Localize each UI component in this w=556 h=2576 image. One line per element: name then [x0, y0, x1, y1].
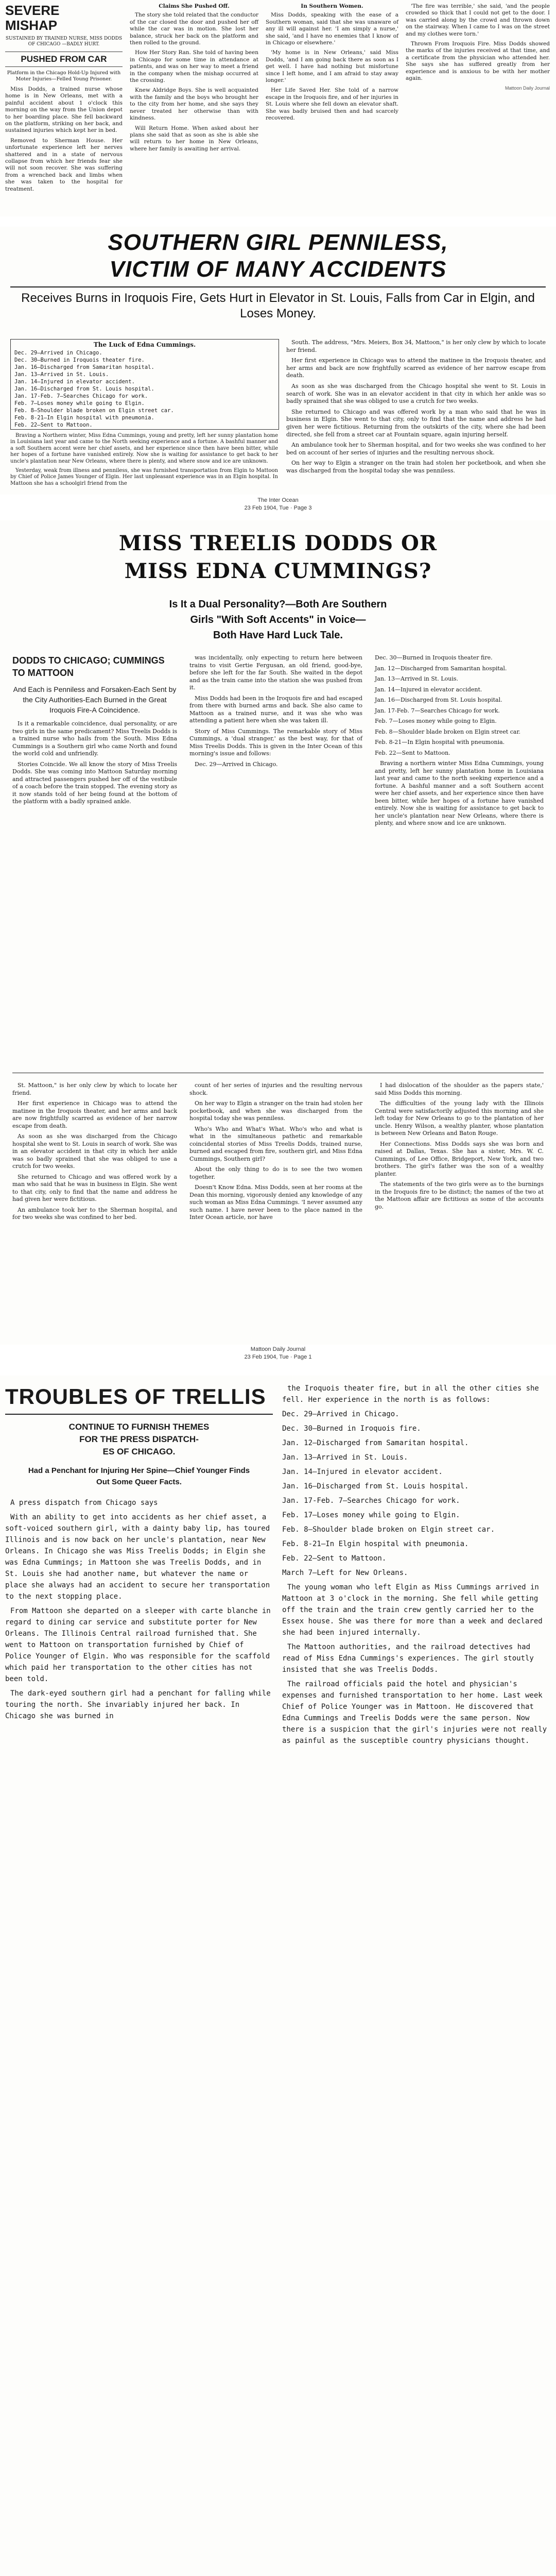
clip1-paragraph: Thrown From Iroquois Fire. Miss Dodds showed the marks of the injuries received at that time, and a certificate from the physician who attended her. She says she has suffered greatly from her experience and is anxious to be with her mother again.: [406, 41, 550, 82]
clip3-column-3: [375, 654, 544, 831]
clip3-lower-column-2: [189, 1082, 362, 1225]
clip3-column-2: [189, 654, 362, 771]
clip3-paragraph: Dec. 30—Burned in Iroquois theater fire.: [375, 654, 493, 661]
clip1-paragraph: Removed to Sherman House. Her unfortunate experience left her nerves shattered and in a state of nervous collapse from which her friends fear she will not soon recover. She was suffering from a wrenched back and limbs when she was taken to the hospital for treatment.: [5, 137, 123, 192]
clip4-paragraph: Jan. 14—Injured in elevator accident.: [282, 1468, 443, 1476]
clip4-paragraph: From Mattoon she departed on a sleeper with carte blanche in regard to dining car service and substitute porter for New Orleans. The Illinois Central railroad furnished that. She went to Mattoon on transportation furnished by Chief of Police Younger of Elgin. Who was responsible for the scaffold which paid her transportation to the other cities has not been told.: [5, 1607, 271, 1683]
clipping-dodds-or-cummings: [0, 520, 556, 1345]
clip1-column-2: [130, 3, 258, 156]
clip3-paragraph: Jan. 14—Injured in elevator accident.: [375, 686, 482, 693]
clip3-deck-line-2: Girls "With Soft Accents" in Voice—: [190, 614, 366, 625]
clip2-caption: [0, 497, 556, 512]
luck-item: Jan. 16—Discharged from Samaritan hospital.: [14, 364, 154, 370]
clip3-paragraph: The statements of the two girls were as to the burnings in the Iroquois fire to be distinct; the names of the two at the Mattoon affair are fictitious as some of the accounts go.: [375, 1181, 544, 1210]
clip4-paragraph: A press dispatch from Chicago says: [10, 1499, 158, 1507]
luck-item: Feb. 7—Loses money while going to Elgin.: [14, 400, 145, 406]
clip1-subhead: Claims She Pushed Off.: [159, 3, 230, 9]
clip3-paragraph: Jan. 13—Arrived in St. Louis.: [375, 675, 459, 682]
clip2-paragraph: She returned to Chicago and was offered work by a man who said that he was in business in Elgin. She went to that city, only to find that the name and address he had given her were fictitious. Returning from the outskirts of the city, where she had been directed, she fell from a street car at Fountain square, again injuring herself.: [286, 408, 546, 438]
clip2-paragraph: Yesterday, weak from illness and penniless, she was furnished transportation from Elgin to Mattoon by Chief of Police James Younger of Elgin. Her last unpleasant experience was in an Elgin hospital. In Mattoon she has a schoolgirl friend from the: [10, 468, 278, 486]
clip1-paragraph: 'The fire was terrible,' she said, 'and the people crowded so thick that I could not get to the door. I was carried along by the crowd and thrown down on the stairway. When I came to I was on the street and my clothes were torn.': [406, 3, 550, 37]
clip2-paragraph: As soon as she was discharged from the Chicago hospital she went to St. Louis in search of work. She was in an elevator accident in that city in which her ankle was so badly sprained that she was obliged to use a crutch for two weeks.: [286, 382, 546, 405]
clip3-headline-line-1: MISS TREELIS DODDS OR: [118, 531, 438, 555]
clip3-paragraph: Feb. 7—Loses money while going to Elgin.: [375, 718, 497, 724]
luck-item: Dec. 29—Arrived in Chicago.: [14, 350, 102, 356]
clip3-paragraph: Feb. 8-21—In Elgin hospital with pneumonia.: [375, 739, 505, 745]
clip1-deck: SUSTAINED BY TRAINED NURSE, MISS DODDS OF CHICAGO —BADLY HURT.: [5, 36, 123, 47]
luck-item: Jan. 17-Feb. 7—Searches Chicago for work.: [14, 393, 148, 399]
clip3-caption-date: 23 Feb 1904, Tue · Page 1: [244, 1354, 312, 1360]
clip3-paragraph: About the only thing to do is to see the two women together.: [189, 1166, 362, 1180]
clip1-headline-severe: SEVERE: [5, 3, 60, 18]
clip4-paragraph: The railroad officials paid the hotel and physician's expenses and furnished transportation to her home. Last week Chief of Police Younger was in Mattoon. He discovered that Edna Cummings and Treelis Dodds were the same person. Now there is a suspicion that the girl's injuries were not really as painful as the susceptible country physicians thought.: [282, 1680, 547, 1745]
clip1-headline-mishap: MISHAP: [5, 18, 58, 33]
luck-item: Dec. 30—Burned in Iroquois theater fire.: [14, 357, 145, 363]
clip4-paragraph: Jan. 17-Feb. 7—Searches Chicago for work.: [282, 1497, 460, 1505]
clip3-paragraph: Jan. 16—Discharged from St. Louis hospital.: [375, 697, 502, 703]
clip1-column-3: [266, 3, 398, 125]
clip1-paragraph: The story she told related that the conductor of the car closed the door and pushed her off while the car was in motion. She lost her balance, struck her back on the platform and then rolled to the ground.: [130, 12, 258, 46]
clip3-paragraph: Her first experience in Chicago was to attend the matinee in the Iroquois theater, and her arms and back are now frightfully scarred as evidence of her narrow escape from death.: [12, 1100, 177, 1129]
luck-item: Feb. 22—Sent to Mattoon.: [14, 422, 93, 428]
clip1-column-1: [5, 3, 123, 196]
clip3-paragraph: The difficulties of the young lady with the Illinois Central were satisfactorily adjusted this morning and she left today for New Orleans to go to the plantation of her uncle. Henry Wilson, a wealthy planter, whose plantation is between New Orleans and Baton Rouge.: [375, 1100, 544, 1137]
clip4-paragraph: The dark-eyed southern girl had a penchant for falling while touring the north. She invariably injured her back. In Chicago she was burned in: [5, 1689, 271, 1720]
clip4-paragraph: The young woman who left Elgin as Miss Cummings arrived in Mattoon at 3 o'clock in the morning. She fell while getting off the train and the train crew gently carried her to the Essex house. She was there for more than a week and declared she had been injured internally.: [282, 1583, 543, 1637]
clip3-paragraph: Feb. 22—Sent to Mattoon.: [375, 749, 450, 756]
clip1-headline-pushed: PUSHED FROM CAR: [5, 52, 123, 67]
clip4-deck-line-3: ES OF CHICAGO.: [102, 1447, 176, 1456]
clip3-col1-deck: And Each is Penniless and Forsaken-Each Sent by the City Authorities-Each Burned in the Great Iroquois Fire-A Coincidence.: [13, 685, 177, 714]
clip3-paragraph: count of her series of injuries and the resulting nervous shock.: [189, 1082, 362, 1096]
clip2-caption-source: The Inter Ocean: [257, 497, 299, 503]
clip3-paragraph: St. Mattoon," is her only clew by which to locate her friend.: [12, 1082, 177, 1096]
clip3-paragraph: Jan. 12—Discharged from Samaritan hospital.: [375, 665, 507, 672]
clip3-paragraph: Story of Miss Cummings. The remarkable story of Miss Cummings, a 'dual stranger,' as the best way, for that of Miss Treelis Dodds. This is given in the Inter Ocean of this morning's issue and follows:: [189, 727, 362, 757]
clip1-paragraph: How Her Story Ran. She told of having been in Chicago for some time in attendance at patients, and was on her way to meet a friend in the company when the mishap occurred at the crossing.: [130, 49, 258, 84]
luck-item: Feb. 8—Shoulder blade broken on Elgin street car.: [14, 408, 174, 414]
clip2-headline-line-2: VICTIM OF MANY ACCIDENTS: [109, 257, 447, 282]
clip4-paragraph: March 7—Left for New Orleans.: [282, 1569, 408, 1577]
clip3-paragraph: As soon as she was discharged from the Chicago hospital she went to St. Louis in search of work. She was in an elevator accident in that city in which her ankle was so badly sprained that she was obliged to use a crutch for two weeks.: [12, 1133, 177, 1170]
luck-item: Jan. 16—Discharged from St. Louis hospital.: [14, 386, 154, 392]
clip1-column-4: [406, 3, 550, 92]
luck-item: Jan. 13—Arrived in St. Louis.: [14, 371, 109, 378]
clip3-paragraph: Stories Coincide. We all know the story of Miss Treelis Dodds. She was coming into Mattoon Saturday morning and attracted passengers pushed her off of the vestibule of a coach before the train stopped. The evening story as it now stands told of her being found at the bottom of the platform with a badly sprained ankle.: [12, 760, 177, 805]
clip3-paragraph: Braving a northern winter Miss Edna Cummings, young and pretty, left her sunny plantation home in Louisiana last year and came to the north seeking experience and a fortune. A bashful manner and a soft Southern accent were her chief assets, and her experience since then have been bitter, while her hopes of a fortune have vanished entirely. Now she is waiting for assistance to get back to her uncle's plantation near New Orleans, where there is plenty, and where snow and ice are unknown.: [375, 760, 544, 826]
clipping-southern-girl: [0, 227, 556, 495]
clip4-deck-line-1: CONTINUE TO FURNISH THEMES: [68, 1422, 210, 1432]
clip3-paragraph: Who's Who and What's What. Who's who and what is what in the simultaneous pathetic and remarkable coincidental stories of Miss Treelis Dodds, trained nurse, burned and escaped from fire, southern girl, and Miss Edna Cummings, Southern girl?: [189, 1125, 362, 1162]
luck-item: Jan. 14—Injured in elevator accident.: [14, 379, 135, 385]
clip2-paragraph: Her first experience in Chicago was to attend the matinee in the Iroquois theater, and her arms and back are now frightfully scarred as evidence of her narrow escape from death.: [286, 357, 546, 379]
clip1-paragraph: Miss Dodds, speaking with the ease of a Southern woman, said that she was unaware of any ill will against her. 'I am simply a nurse,' she said, 'and I have no enemies that I know of in Chicago or elsewhere.': [266, 12, 398, 46]
clip2-rule: [10, 286, 546, 287]
clip1-deck2: Platform in the Chicago Hold-Up Injured with Moter Injuries—Felled Young Prisoner.: [7, 70, 121, 82]
clip4-paragraph: Feb. 8—Shoulder blade broken on Elgin street car.: [282, 1526, 495, 1534]
clip4-paragraph: Dec. 30—Burned in Iroquois fire.: [282, 1425, 421, 1433]
clip3-lower-column-3: [375, 1082, 544, 1214]
clip4-paragraph: Jan. 13—Arrived in St. Louis.: [282, 1453, 408, 1462]
clip2-paragraph: Braving a Northern winter, Miss Edna Cummings, young and pretty, left her sunny plantation home in Louisiana last year and came to the North seeking experience and a fortune. A bashful manner and a soft Southern accent were her chief assets, and her experience since then have been bitter, while her hopes of a fortune have vanished entirely. Now she is waiting for assistance to get back to her uncle's plantation near New Orleans, where there is plenty, and where snow and ice are unknown.: [10, 433, 278, 464]
clipping-troubles-of-trellis: [0, 1376, 556, 2576]
clip1-paragraph: Knew Aldridge Boys. She is well acquainted with the family and the boys who brought her to the city from her home, and she says they never treated her otherwise than with kindness.: [130, 87, 258, 122]
clip3-deck-line-3: Both Have Hard Luck Tale.: [213, 630, 343, 641]
clip2-luck-list: [14, 341, 275, 429]
clip4-deck-line-4: Had a Penchant for Injuring Her Spine—Chief Younger Finds Out Some Queer Facts.: [28, 1466, 250, 1486]
clip3-col1-headline: DODDS TO CHICAGO; CUMMINGS TO MATTOON: [12, 655, 165, 678]
clip4-paragraph: the Iroquois theater fire, but in all the other cities she fell. Her experience in the north is as follows:: [282, 1384, 539, 1404]
clip3-paragraph: An ambulance took her to the Sherman hospital, and for two weeks she was confined to her bed.: [12, 1206, 177, 1221]
clip3-paragraph: Doesn't Know Edna. Miss Dodds, seen at her rooms at the Dean this morning, vigorously denied any knowledge of any such woman as Miss Edna Cummings. 'I never assumed any such name. I have never been to the place named in the Inter Ocean article, nor have: [189, 1184, 362, 1221]
luck-item: Feb. 8-21—In Elgin hospital with pneumonia.: [14, 415, 154, 421]
clip4-paragraph: Jan. 12—Discharged from Samaritan hospital.: [282, 1439, 469, 1447]
clip3-deck-line-1: Is It a Dual Personality?—Both Are Southern: [169, 599, 387, 610]
clip1-paragraph: Miss Dodds, a trained nurse whose home is in New Orleans, met with a painful accident about 1 o'clock this morning on the way from the Union depot to her boarding place. She fell backward on the platform, striking on her back, and sustained injuries which kept her in bed.: [5, 86, 123, 134]
clip3-paragraph: Is it a remarkable coincidence, dual personality, or are two girls in the same predicament? Miss Treelis Dodds is a trained nurse who hails from the South. Miss Edna Cummings is a Southern girl who came North and found the world cold and unfriendly.: [12, 720, 177, 757]
clip3-paragraph: Jan. 17-Feb. 7—Searches Chicago for work.: [375, 707, 500, 714]
clip1-subhead: In Southern Women.: [301, 3, 363, 9]
clip3-headline-line-2: MISS EDNA CUMMINGS?: [124, 559, 432, 583]
clip3-paragraph: I had dislocation of the shoulder as the papers state,' said Miss Dodds this morning.: [375, 1082, 544, 1096]
clipping-mishap: [0, 0, 556, 216]
clip2-paragraph: An ambulance took her to Sherman hospital, and for two weeks she was confined to her bed on account of her series of injuries and the resulting nervous shock.: [286, 442, 546, 456]
clip4-paragraph: Feb. 17—Loses money while going to Elgin.: [282, 1511, 460, 1519]
clip3-paragraph: On her way to Elgin a stranger on the train had stolen her pocketbook, and when she was discharged from the hospital today she was penniless.: [189, 1100, 362, 1122]
clip3-caption-source: Mattoon Daily Journal: [250, 1346, 306, 1352]
clip4-headline: TROUBLES OF TRELLIS: [5, 1384, 266, 1409]
clip4-paragraph: Jan. 16—Discharged from St. Louis hospital.: [282, 1482, 469, 1490]
clip4-rule: [5, 1414, 273, 1415]
clip3-paragraph: Her Connections. Miss Dodds says she was born and raised at Dallas, Texas. She has a sister, Mrs. W. C. Cummings, of Lee Office, Bridgeport, New York, and two brothers. The girl's father was the son of a wealthy planter.: [375, 1140, 544, 1177]
clip4-paragraph: Dec. 29—Arrived in Chicago.: [282, 1410, 399, 1418]
clip2-caption-date: 23 Feb 1904, Tue · Page 3: [244, 505, 312, 511]
clip3-paragraph: Dec. 29—Arrived in Chicago.: [195, 760, 278, 768]
clip3-paragraph: She returned to Chicago and was offered work by a man who said that he was in business in Elgin. She went to that city, only to find that the name and address he had given her were fictitious.: [12, 1173, 177, 1202]
clip2-deck: Receives Burns in Iroquois Fire, Gets Hurt in Elevator in St. Louis, Falls from Car in Elgin, and Loses Money.: [21, 291, 535, 320]
clip3-paragraph: Miss Dodds had been in the Iroquois fire and had escaped from there with burned arms and back. She also came to Mattoon as a trained nurse, and it was she who was attending a patient here when she was taken ill.: [189, 694, 362, 724]
clip4-left-column: [5, 1383, 273, 1725]
clip1-paragraph: Her Life Saved Her. She told of a narrow escape in the Iroquois fire, and of her injuries in St. Louis where she fell down an elevator shaft. She was badly bruised then and had scarcely recovered.: [266, 87, 398, 122]
clip2-paragraph: South. The address, "Mrs. Meiers, Box 34, Mattoon," is her only clew by which to locate her friend.: [286, 339, 546, 353]
clip3-paragraph: Feb. 8—Shoulder blade broken on Elgin street car.: [375, 728, 520, 735]
clip1-paragraph: 'My home is in New Orleans,' said Miss Dodds, 'and I am going back there as soon as I get well. I have had nothing but misfortune since I left home, and I am afraid to stay away longer.': [266, 49, 398, 84]
clip3-caption: [0, 1346, 556, 1361]
clip2-headline-line-1: SOUTHERN GIRL PENNILESS,: [108, 230, 448, 255]
clip2-paragraph: On her way to Elgin a stranger on the train had stolen her pocketbook, and when she was discharged from the hospital today she was penniless.: [286, 460, 546, 474]
clip4-deck-line-2: FOR THE PRESS DISPATCH-: [79, 1434, 199, 1444]
clip4-paragraph: Feb. 8-21—In Elgin hospital with pneumonia.: [282, 1540, 469, 1548]
clip2-body-right: [286, 339, 546, 478]
clip3-column-1: [12, 654, 177, 809]
clip3-paragraph: was incidentally, only expecting to return here between trains to visit Gertie Fergusan, an old friend, good-bye, before she left for the far South. She waited in the depot and as the train came into the station she was pushed from it.: [189, 654, 362, 691]
clip4-paragraph: Feb. 22—Sent to Mattoon.: [282, 1554, 387, 1563]
clip2-body-left: [10, 433, 278, 490]
clip1-credit: Mattoon Daily Journal: [505, 86, 550, 91]
clip4-paragraph: With an ability to get into accidents as her chief asset, a soft-voiced southern girl, with a dainty baby lip, has toured Illinois and is now back on her uncle's plantation, near New Orleans. In Chicago she was Miss Treelis Dodds; in Elgin she was Edna Cummings; in Mattoon she was Treelis Dodds, and in St. Louis she had another name, but whatever the name or place she always had an accident to secure her transportation to the next stopping place.: [5, 1513, 270, 1601]
clip4-paragraph: The Mattoon authorities, and the railroad detectives had read of Miss Edna Cummings's experiences. The girl stoutly insisted that she was Treelis Dodds.: [282, 1643, 534, 1674]
clip2-luck-title: The Luck of Edna Cummings.: [93, 341, 196, 348]
clip3-lower-column-1: [12, 1082, 177, 1225]
clip4-right-column: [282, 1383, 551, 1750]
clip1-paragraph: Will Return Home. When asked about her plans she said that as soon as she is able she will return to her home in New Orleans, where her family is awaiting her arrival.: [130, 125, 258, 152]
